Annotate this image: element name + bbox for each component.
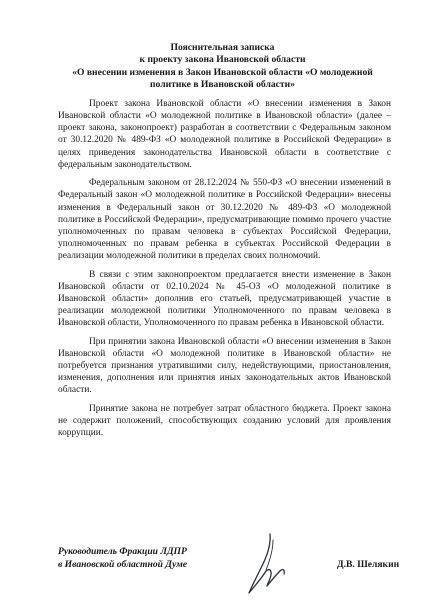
paragraph-4: При принятии закона Ивановской области «О внесении изменения в Закон Ивановской области «О молодежной политике в Ивановской области» не потребуется признания утратившими силу, недействующими, приостановления, изменения, дополнения или принятия иных законодательных актов Ивановской области. (58, 336, 391, 396)
title-line-3: «О внесении изменения в Закон Ивановской области «О молодежной (72, 66, 373, 78)
handwritten-signature (240, 530, 300, 600)
paragraph-5: Принятие закона не потребует затрат областного бюджета. Проект закона не содержит положений, способствующих созданию условий для проявления коррупции. (58, 403, 391, 439)
paragraph-2: Федеральным законом от 28.12.2024 № 550-ФЗ «О внесении изменений в Федеральный закон «О молодежной политике в Российской Федерации» внесены изменения в Федеральный закон от 30.12.2020 № 489-ФЗ «О молодежной политике в Российской Федерации», предусматривающие помимо прочего участие уполномоченных по правам человека в субъектах Российской Федерации, уполномоченных по правам ребенка в субъектах Российской Федерации в реализации молодежной политики в пределах своих полномочий. (58, 178, 391, 262)
title-line-1: Пояснительная записка (170, 42, 275, 53)
signatory-position-line-1: Руководитель Фракции ЛДПР (58, 546, 187, 557)
title-line-4: политике в Ивановской области» (150, 79, 295, 91)
paragraph-3: В связи с этим законопроектом предлагается внести изменение в Закон Ивановской области от 02.10.2024 № 45-ОЗ «О молодежной политике в Ивановской области» дополнив его статьей, предусматривающей участие в реализации молодежной политики Уполномоченного по правам человека в Ивановской области, Уполномоченного по правам ребенка в Ивановской области. (58, 269, 391, 329)
signatory-name: Д.В. Шелякин (337, 559, 400, 570)
signatory-position (58, 546, 187, 571)
title-line-2: к проекту закона Ивановской области (139, 54, 306, 66)
paragraph-1: Проект закона Ивановской области «О внесении изменения в Закон Ивановской области «О молодежной политике в Ивановской области» (далее – проект закона, законопроект) разработан в соответствии с Федеральным законом от 30.12.2020 № 489-ФЗ «О молодежной политике в Российской Федерации» в целях приведения законодательства Ивановской области в соответствие с федеральным законодательством. (58, 99, 391, 170)
document-body (58, 98, 391, 446)
document-title (60, 42, 385, 92)
signatory-position-line-2: в Ивановской областной Думе (58, 558, 188, 570)
